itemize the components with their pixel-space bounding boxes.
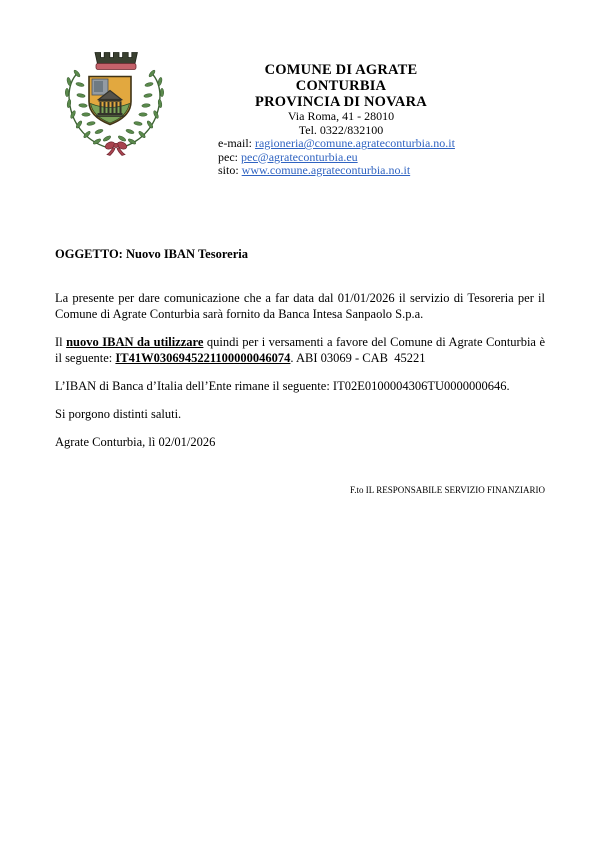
municipal-coat-of-arms xyxy=(57,46,171,161)
site-line xyxy=(218,164,464,178)
letter-body xyxy=(55,246,545,496)
paragraph-2 xyxy=(55,334,545,366)
letterhead xyxy=(218,62,464,178)
new-iban-value: IT41W0306945221100000046074 xyxy=(115,351,291,365)
closing-line: Si porgono distinti saluti. xyxy=(55,407,182,421)
website-link[interactable]: www.comune.agrateconturbia.no.it xyxy=(241,163,411,177)
coat-of-arms-icon xyxy=(57,46,171,161)
paragraph-2-suffix: . ABI 03069 - CAB 45221 xyxy=(290,351,426,365)
org-name: COMUNE DI AGRATE CONTURBIA xyxy=(264,62,418,94)
ribbon-bow-icon xyxy=(104,140,128,155)
paragraph-3: L’IBAN di Banca d’Italia dell’Ente rimane il seguente: IT02E0100004306TU0000000646. xyxy=(55,379,510,393)
mural-crown-icon xyxy=(95,53,137,70)
phone-line: Tel. 0322/832100 xyxy=(298,122,384,137)
subject-line: OGGETTO: Nuovo IBAN Tesoreria xyxy=(55,247,248,261)
pec-label: pec: xyxy=(218,149,241,164)
email-link[interactable]: ragioneria@comune.agrateconturbia.no.it xyxy=(254,136,455,150)
site-label: sito: xyxy=(218,163,242,177)
pec-link[interactable]: pec@agrateconturbia.eu xyxy=(241,149,358,164)
email-label: e-mail: xyxy=(218,136,255,150)
paragraph-1: La presente per dare comunicazione che a far data dal 01/01/2026 il servizio di Tesoreria per il Comune di Agrate Conturbia sarà fornito da Banca Intesa Sanpaolo S.p.a. xyxy=(55,291,545,321)
province-name: PROVINCIA DI NOVARA xyxy=(255,94,427,110)
shield-icon xyxy=(89,77,131,125)
email-line xyxy=(218,137,464,151)
signature-line: F.to IL RESPONSABILE SERVIZIO FINANZIARIO xyxy=(350,485,545,495)
paragraph-2-prefix: Il xyxy=(55,335,67,349)
pec-line xyxy=(218,151,464,165)
new-iban-emphasis: nuovo IBAN da utilizzare xyxy=(66,335,204,349)
paragraph-2-middle: quindi per i versamenti a favore del Comune di Agrate Conturbia è il seguente: xyxy=(55,335,545,365)
dateline: Agrate Conturbia, lì 02/01/2026 xyxy=(55,435,216,449)
address-line: Via Roma, 41 - 28010 xyxy=(287,109,395,123)
